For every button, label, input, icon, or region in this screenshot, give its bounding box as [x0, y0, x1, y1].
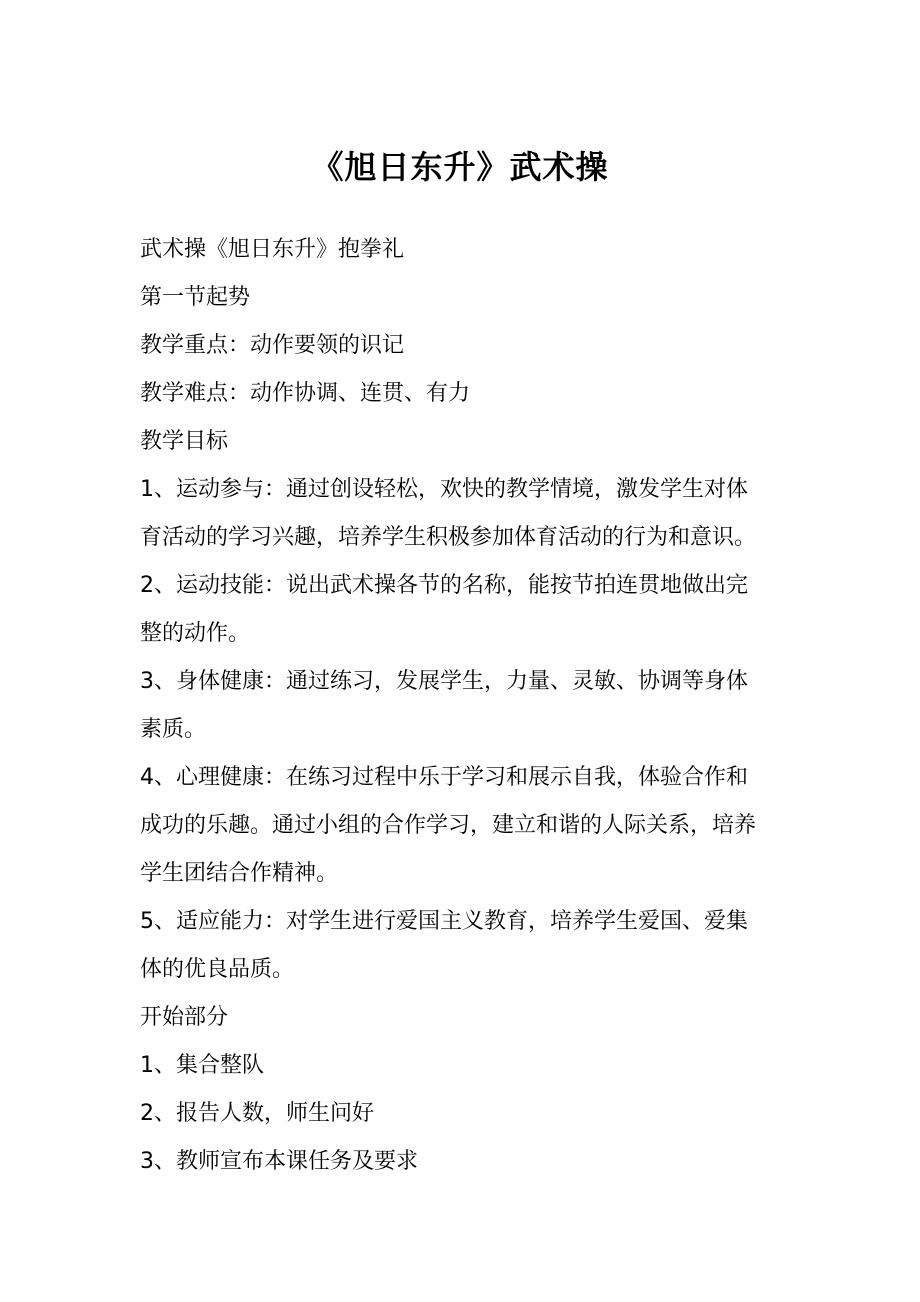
paragraph-line: 5、适应能力：对学生进行爱国主义教育，培养学生爱国、爱集 [140, 909, 748, 934]
paragraph-line: 3、身体健康：通过练习，发展学生，力量、灵敏、协调等身体 [140, 669, 748, 694]
paragraph-line: 教学目标 [140, 429, 229, 454]
paragraph-line: 教学难点：动作协调、连贯、有力 [140, 381, 471, 406]
paragraph-line: 体的优良品质。 [140, 957, 295, 982]
paragraph-line: 整的动作。 [140, 621, 251, 646]
paragraph-line: 第一节起势 [140, 285, 251, 310]
paragraph-line: 学生团结合作精神。 [140, 861, 339, 886]
paragraph-line: 1、集合整队 [140, 1053, 264, 1078]
paragraph-line: 4、心理健康：在练习过程中乐于学习和展示自我，体验合作和 [140, 765, 748, 790]
document-body [140, 226, 790, 1186]
paragraph-line: 成功的乐趣。通过小组的合作学习，建立和谐的人际关系，培养 [140, 813, 757, 838]
paragraph-line: 3、教师宣布本课任务及要求 [140, 1149, 418, 1174]
paragraph-line: 育活动的学习兴趣，培养学生积极参加体育活动的行为和意识。 [140, 525, 757, 550]
paragraph-line: 1、运动参与：通过创设轻松，欢快的教学情境，激发学生对体 [140, 477, 748, 502]
paragraph-line: 教学重点：动作要领的识记 [140, 333, 405, 358]
paragraph-line: 2、报告人数，师生问好 [140, 1101, 374, 1126]
paragraph-line: 武术操《旭日东升》抱拳礼 [140, 237, 405, 262]
paragraph-line: 2、运动技能：说出武术操各节的名称，能按节拍连贯地做出完 [140, 573, 748, 598]
document-title: 《旭日东升》武术操 [311, 148, 609, 186]
paragraph-line: 开始部分 [140, 1005, 229, 1030]
paragraph-line: 素质。 [140, 717, 207, 742]
